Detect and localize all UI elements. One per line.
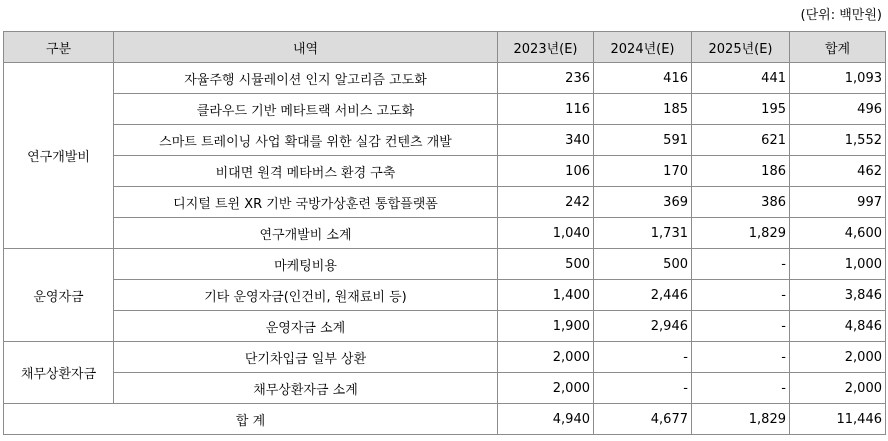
grand-total-sum: 11,446	[790, 404, 886, 435]
category-rnd: 연구개발비	[4, 63, 114, 249]
value-2023: 1,040	[498, 218, 594, 249]
value-total: 2,000	[790, 342, 886, 373]
grand-total-2023: 4,940	[498, 404, 594, 435]
table-row	[4, 94, 886, 125]
value-2024: 500	[594, 249, 692, 280]
value-2025: -	[692, 249, 790, 280]
value-2024: -	[594, 342, 692, 373]
header-2025: 2025년(E)	[692, 32, 790, 63]
item-label: 마케팅비용	[114, 249, 498, 280]
value-2025: 386	[692, 187, 790, 218]
header-category: 구분	[4, 32, 114, 63]
value-total: 496	[790, 94, 886, 125]
header-item: 내역	[114, 32, 498, 63]
item-label: 운영자금 소계	[114, 311, 498, 342]
value-2023: 500	[498, 249, 594, 280]
item-label: 단기차입금 일부 상환	[114, 342, 498, 373]
value-2025: -	[692, 280, 790, 311]
value-2023: 2,000	[498, 342, 594, 373]
value-2023: 236	[498, 63, 594, 94]
value-2024: 2,446	[594, 280, 692, 311]
table-row	[4, 156, 886, 187]
value-2023: 116	[498, 94, 594, 125]
value-2024: -	[594, 373, 692, 404]
value-total: 2,000	[790, 373, 886, 404]
category-operating: 운영자금	[4, 249, 114, 342]
value-2025: -	[692, 311, 790, 342]
subtotal-row	[4, 311, 886, 342]
item-label: 스마트 트레이닝 사업 확대를 위한 실감 컨텐츠 개발	[114, 125, 498, 156]
subtotal-row	[4, 373, 886, 404]
value-total: 1,093	[790, 63, 886, 94]
item-label: 비대면 원격 메타버스 환경 구축	[114, 156, 498, 187]
value-2024: 416	[594, 63, 692, 94]
subtotal-row	[4, 218, 886, 249]
item-label: 연구개발비 소계	[114, 218, 498, 249]
header-row	[4, 32, 886, 63]
item-label: 채무상환자금 소계	[114, 373, 498, 404]
value-total: 1,000	[790, 249, 886, 280]
value-2023: 242	[498, 187, 594, 218]
value-total: 997	[790, 187, 886, 218]
value-2024: 1,731	[594, 218, 692, 249]
value-2025: -	[692, 342, 790, 373]
value-2025: 186	[692, 156, 790, 187]
value-2025: 441	[692, 63, 790, 94]
item-label: 자율주행 시뮬레이션 인지 알고리즘 고도화	[114, 63, 498, 94]
table-row	[4, 125, 886, 156]
category-debt: 채무상환자금	[4, 342, 114, 404]
value-2024: 591	[594, 125, 692, 156]
grand-total-2025: 1,829	[692, 404, 790, 435]
table-row	[4, 249, 886, 280]
fund-usage-table	[3, 31, 886, 435]
grand-total-2024: 4,677	[594, 404, 692, 435]
value-total: 3,846	[790, 280, 886, 311]
unit-note: (단위: 백만원)	[800, 8, 882, 23]
value-total: 4,600	[790, 218, 886, 249]
value-total: 1,552	[790, 125, 886, 156]
value-2025: -	[692, 373, 790, 404]
value-2023: 1,900	[498, 311, 594, 342]
item-label: 디지털 트윈 XR 기반 국방가상훈련 통합플랫폼	[114, 187, 498, 218]
value-2023: 340	[498, 125, 594, 156]
value-2025: 195	[692, 94, 790, 125]
table-row	[4, 280, 886, 311]
header-2023: 2023년(E)	[498, 32, 594, 63]
grand-total-row	[4, 404, 886, 435]
value-2024: 185	[594, 94, 692, 125]
value-2023: 1,400	[498, 280, 594, 311]
grand-total-label: 합 계	[4, 404, 498, 435]
value-2025: 621	[692, 125, 790, 156]
item-label: 클라우드 기반 메타트랙 서비스 고도화	[114, 94, 498, 125]
value-2023: 106	[498, 156, 594, 187]
value-total: 462	[790, 156, 886, 187]
item-label: 기타 운영자금(인건비, 원재료비 등)	[114, 280, 498, 311]
header-2024: 2024년(E)	[594, 32, 692, 63]
value-total: 4,846	[790, 311, 886, 342]
table-row	[4, 342, 886, 373]
header-total: 합계	[790, 32, 886, 63]
table-row	[4, 187, 886, 218]
value-2024: 2,946	[594, 311, 692, 342]
value-2024: 369	[594, 187, 692, 218]
value-2025: 1,829	[692, 218, 790, 249]
value-2024: 170	[594, 156, 692, 187]
table-row	[4, 63, 886, 94]
value-2023: 2,000	[498, 373, 594, 404]
